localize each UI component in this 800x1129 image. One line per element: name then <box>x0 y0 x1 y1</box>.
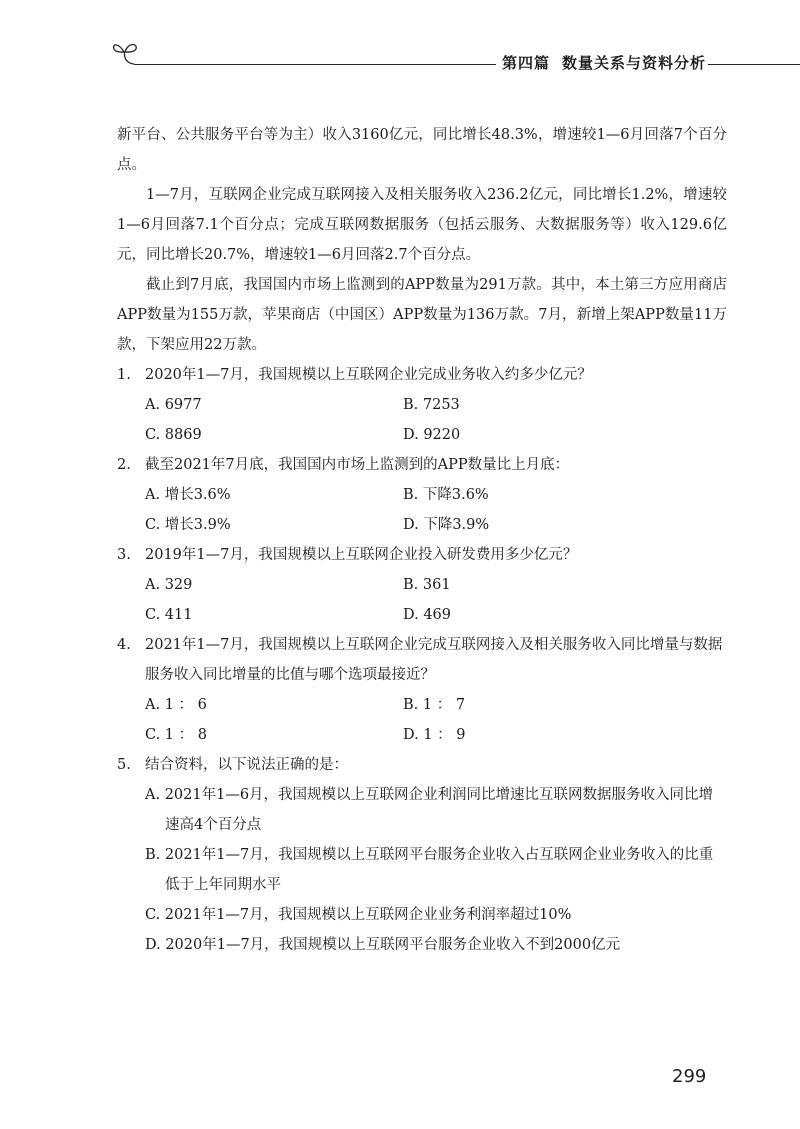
page-content <box>117 120 727 960</box>
question-number: 1. <box>117 367 131 383</box>
question-3 <box>117 540 727 570</box>
question-2-options <box>117 480 727 540</box>
option-d[interactable]: D. 9220 <box>403 427 461 443</box>
option-b[interactable]: B. 2021年1—7月，我国规模以上互联网平台服务企业收入占互联网企业业务收入的比重低于上年同期水平 <box>145 847 714 893</box>
option-a[interactable]: A. 2021年1—6月，我国规模以上互联网企业利润同比增速比互联网数据服务收入同比增速高4个百分点 <box>145 787 714 833</box>
question-number: 3. <box>117 547 131 563</box>
option-b[interactable]: B. 1 ： 7 <box>403 697 466 713</box>
page-header <box>112 38 800 78</box>
option-b[interactable]: B. 下降3.6% <box>403 487 489 503</box>
option-c[interactable]: C. 1 ： 8 <box>145 727 207 743</box>
question-2 <box>117 450 727 480</box>
question-text: 2019年1—7月，我国规模以上互联网企业投入研发费用多少亿元？ <box>145 547 578 563</box>
chapter-label: 第四篇 <box>502 54 551 72</box>
option-d[interactable]: D. 下降3.9% <box>403 517 490 533</box>
option-c[interactable]: C. 2021年1—7月，我国规模以上互联网企业业务利润率超过10% <box>145 907 572 923</box>
option-a[interactable]: A. 329 <box>145 577 193 593</box>
question-text: 结合资料，以下说法正确的是： <box>145 757 348 773</box>
option-d[interactable]: D. 2020年1—7月，我国规模以上互联网平台服务企业收入不到2000亿元 <box>145 937 621 953</box>
option-c[interactable]: C. 8869 <box>145 427 202 443</box>
paragraph-3: 截止到7月底，我国国内市场上监测到的APP数量为291万款。其中，本土第三方应用商店APP数量为155万款，苹果商店（中国区）APP数量为136万款。7月，新增上架APP数量11万款，下架应用22万款。 <box>117 277 727 353</box>
header-rule-right <box>708 64 800 65</box>
option-b[interactable]: B. 361 <box>403 577 451 593</box>
question-text: 2021年1—7月，我国规模以上互联网企业完成互联网接入及相关服务收入同比增量与数据服务收入同比增量的比值与哪个选项最接近？ <box>145 637 723 683</box>
option-b[interactable]: B. 7253 <box>403 397 460 413</box>
option-a[interactable]: A. 6977 <box>145 397 202 413</box>
option-a[interactable]: A. 1 ： 6 <box>145 697 207 713</box>
option-c[interactable]: C. 增长3.9% <box>145 517 231 533</box>
question-text: 2020年1—7月，我国规模以上互联网企业完成业务收入约多少亿元？ <box>145 367 592 383</box>
question-number: 2. <box>117 457 131 473</box>
header-title <box>502 52 706 73</box>
question-1 <box>117 360 727 390</box>
question-4 <box>117 630 727 690</box>
option-d[interactable]: D. 1 ： 9 <box>403 727 466 743</box>
header-rule-left <box>134 64 496 65</box>
option-a[interactable]: A. 增长3.6% <box>145 487 231 503</box>
question-5 <box>117 750 727 780</box>
option-d[interactable]: D. 469 <box>403 607 452 623</box>
question-4-options <box>117 690 727 750</box>
question-3-options <box>117 570 727 630</box>
question-1-options <box>117 390 727 450</box>
page-number: 299 <box>672 1066 707 1087</box>
option-c[interactable]: C. 411 <box>145 607 193 623</box>
question-number: 5. <box>117 757 131 773</box>
section-label: 数量关系与资料分析 <box>562 54 707 72</box>
question-number: 4. <box>117 637 131 653</box>
question-text: 截至2021年7月底，我国国内市场上监测到的APP数量比上月底： <box>145 457 570 473</box>
paragraph-1: 新平台、公共服务平台等为主）收入3160亿元，同比增长48.3%，增速较1—6月回落7个百分点。 <box>117 127 727 173</box>
paragraph-2: 1—7月，互联网企业完成互联网接入及相关服务收入236.2亿元，同比增长1.2%，增速较1—6月回落7.1个百分点；完成互联网数据服务（包括云服务、大数据服务等）收入129.6亿元，同比增长20.7%，增速较1—6月回落2.7个百分点。 <box>117 187 727 263</box>
